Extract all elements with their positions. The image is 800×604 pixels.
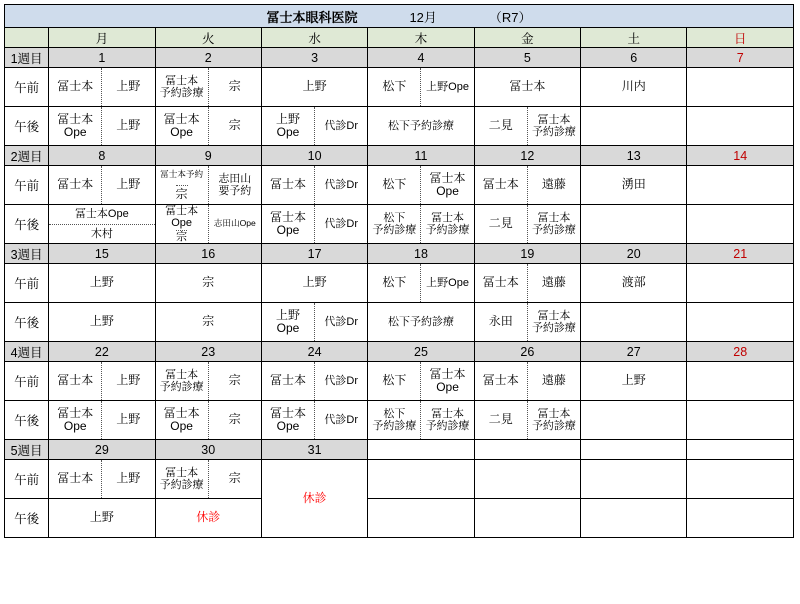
shift-cell: [581, 68, 687, 107]
closed-cell-wed: [261, 460, 367, 538]
date-cell: 24: [261, 342, 367, 362]
slot-label-am: 午前: [5, 460, 49, 499]
shift-cell: [261, 362, 367, 401]
shift-text: 上野: [275, 111, 300, 126]
slot-label-am: 午前: [5, 362, 49, 401]
shift-text: 上野: [101, 401, 154, 439]
date-cell: 1: [49, 48, 155, 68]
shift-cell: [368, 401, 474, 440]
shift-text: 上野: [101, 166, 154, 204]
shift-cell: [474, 68, 580, 107]
shift-text: 冨士本: [429, 170, 466, 185]
week3-date-row: [5, 244, 794, 264]
shift-text: 宗: [202, 275, 215, 290]
shift-cell-empty: [687, 68, 794, 107]
shift-text: 宗: [208, 107, 261, 145]
shift-cell: [49, 264, 155, 303]
shift-text: 冨士本: [165, 74, 199, 87]
date-cell-sunday: 14: [687, 146, 794, 166]
shift-cell: [155, 107, 261, 146]
shift-text: 冨士本: [269, 177, 306, 192]
shift-cell: [368, 107, 474, 146]
shift-text: 冨士本: [57, 405, 94, 420]
shift-text: 冨士本: [482, 177, 519, 192]
shift-cell-empty: [687, 264, 794, 303]
shift-cell: [474, 303, 580, 342]
shift-text: 松下: [382, 177, 407, 192]
shift-text: Ope: [170, 419, 193, 433]
shift-text: 予約診療: [425, 224, 470, 236]
shift-cell-empty: [581, 401, 687, 440]
shift-text: 上野: [89, 314, 114, 329]
shift-text: 代診Dr: [314, 166, 367, 204]
date-cell: 29: [49, 440, 155, 460]
shift-cell: [155, 460, 261, 499]
shift-text: 遠藤: [527, 362, 580, 400]
shift-cell-empty: [581, 205, 687, 244]
shift-text: 上野: [302, 275, 327, 290]
shift-text: 上野: [302, 79, 327, 94]
shift-cell: [261, 68, 367, 107]
weekday-sun: 日: [687, 28, 794, 48]
shift-cell-empty: [687, 460, 794, 499]
shift-cell: [49, 303, 155, 342]
shift-cell-empty: [368, 499, 474, 538]
shift-text: 冨士本: [269, 373, 306, 388]
title-cell: [5, 5, 794, 28]
shift-text: 冨士本: [537, 113, 571, 126]
date-cell: 18: [368, 244, 474, 264]
weekday-fri: 金: [474, 28, 580, 48]
slot-label-pm: 午後: [5, 401, 49, 440]
month-label: 12月: [409, 9, 437, 25]
date-cell: 27: [581, 342, 687, 362]
weekday-wed: 水: [261, 28, 367, 48]
shift-text: 上野: [101, 460, 154, 498]
shift-text: Ope: [436, 184, 459, 198]
shift-cell: [261, 107, 367, 146]
date-cell-sunday: 28: [687, 342, 794, 362]
shift-text: Ope: [63, 419, 87, 433]
date-cell: 6: [581, 48, 687, 68]
shift-cell-empty: [687, 499, 794, 538]
shift-text: 要予約: [218, 185, 252, 197]
shift-text: 遠藤: [527, 166, 580, 204]
shift-text: 冨士本: [509, 79, 546, 94]
week2-date-row: [5, 146, 794, 166]
shift-text: 予約診療: [159, 381, 204, 393]
shift-cell: [49, 401, 155, 440]
shift-text: 永田: [488, 314, 513, 329]
shift-cell: [155, 401, 261, 440]
shift-text: 松下: [383, 211, 406, 224]
shift-text: Ope: [276, 321, 300, 335]
shift-text: 予約診療: [372, 420, 417, 432]
closed-text: 休診: [302, 490, 327, 505]
week4-date-row: [5, 342, 794, 362]
shift-text: 冨士本: [482, 275, 519, 290]
date-cell: 12: [474, 146, 580, 166]
date-cell: 13: [581, 146, 687, 166]
shift-text: 宗: [208, 68, 261, 106]
shift-text: 冨士本: [269, 209, 306, 224]
shift-cell: [474, 401, 580, 440]
date-cell-empty: [368, 440, 474, 460]
shift-cell: [368, 303, 474, 342]
date-cell: 8: [49, 146, 155, 166]
shift-text: 冨士本: [537, 309, 571, 322]
shift-cell-empty: [687, 303, 794, 342]
shift-cell-empty: [687, 401, 794, 440]
date-cell: 11: [368, 146, 474, 166]
slot-label-pm: 午後: [5, 107, 49, 146]
shift-text: 冨士本: [165, 466, 199, 479]
era-label: （R7）: [488, 9, 532, 25]
shift-text: 上野: [101, 68, 154, 106]
shift-cell-empty: [687, 166, 794, 205]
shift-cell: [49, 166, 155, 205]
shift-text: 冨士本: [163, 405, 200, 420]
shift-cell: [49, 205, 155, 244]
week1-date-row: [5, 48, 794, 68]
shift-cell: [155, 205, 261, 244]
weekday-thu: 木: [368, 28, 474, 48]
shift-text: 冨士本Ope: [165, 205, 199, 230]
shift-cell: [474, 264, 580, 303]
shift-cell-empty: [581, 499, 687, 538]
shift-cell-empty: [581, 303, 687, 342]
date-cell: 2: [155, 48, 261, 68]
shift-text: 冨士本: [431, 211, 465, 224]
shift-cell: [474, 107, 580, 146]
date-cell-sunday: 21: [687, 244, 794, 264]
shift-cell: [261, 401, 367, 440]
date-cell-empty: [581, 440, 687, 460]
shift-cell: [155, 166, 261, 205]
week4-pm-row: [5, 401, 794, 440]
slot-label-pm: 午後: [5, 303, 49, 342]
shift-cell: [155, 264, 261, 303]
shift-text: 上野: [621, 373, 646, 388]
shift-text: Ope: [63, 125, 87, 139]
shift-cell: [261, 205, 367, 244]
closed-text: 休診: [196, 510, 221, 525]
shift-cell: [368, 362, 474, 401]
weekday-mon: 月: [49, 28, 155, 48]
shift-cell-empty: [474, 460, 580, 499]
shift-text: 志田山: [218, 172, 252, 185]
shift-text: 代診Dr: [314, 205, 367, 243]
date-cell: 19: [474, 244, 580, 264]
shift-cell-empty: [581, 460, 687, 499]
weekday-sat: 土: [581, 28, 687, 48]
shift-text: 松下予約診療: [387, 119, 454, 132]
shift-text: 宗: [176, 230, 188, 243]
shift-cell: [155, 68, 261, 107]
shift-text: 湧田: [621, 177, 646, 192]
shift-text: 遠藤: [527, 264, 580, 302]
shift-text: 松下: [382, 79, 407, 94]
shift-text: 松下予約診療: [387, 315, 454, 328]
shift-text: 予約診療: [425, 420, 470, 432]
shift-text: 上野: [101, 107, 154, 145]
shift-text: 松下: [383, 407, 406, 420]
shift-text: 予約診療: [531, 420, 576, 432]
shift-text: 上野Ope: [420, 264, 473, 302]
shift-text: 代診Dr: [314, 107, 367, 145]
weekday-tue: 火: [155, 28, 261, 48]
date-cell: 22: [49, 342, 155, 362]
week5-date-row: [5, 440, 794, 460]
shift-text: 冨士本: [431, 407, 465, 420]
shift-text: 松下: [382, 373, 407, 388]
shift-text: 宗: [208, 362, 261, 400]
shift-cell-empty: [687, 362, 794, 401]
shift-text: 上野Ope: [420, 68, 473, 106]
week3-label: 3週目: [5, 244, 49, 264]
date-cell: 30: [155, 440, 261, 460]
shift-text: 二見: [488, 118, 513, 133]
shift-cell: [155, 499, 261, 538]
shift-cell: [581, 362, 687, 401]
week3-am-row: [5, 264, 794, 303]
shift-text: 川内: [621, 79, 646, 94]
week5-pm-row: [5, 499, 794, 538]
shift-cell: [474, 205, 580, 244]
shift-cell: [368, 264, 474, 303]
shift-text: 予約診療: [159, 479, 204, 491]
weekday-header-row: [5, 28, 794, 48]
shift-text: 冨士本: [57, 373, 94, 388]
week5-label: 5週目: [5, 440, 49, 460]
shift-text: 冨士本: [165, 368, 199, 381]
slot-label-am: 午前: [5, 166, 49, 205]
shift-text: 志田山Ope: [208, 205, 261, 243]
shift-cell-empty: [687, 107, 794, 146]
week1-pm-row: [5, 107, 794, 146]
shift-cell: [155, 303, 261, 342]
shift-cell-empty: [368, 460, 474, 499]
shift-text: Ope: [170, 125, 193, 139]
slot-label-pm: 午後: [5, 499, 49, 538]
date-cell: 5: [474, 48, 580, 68]
shift-text: 冨士本: [57, 471, 94, 486]
shift-cell: [261, 303, 367, 342]
week4-am-row: [5, 362, 794, 401]
shift-text: 冨士本: [269, 405, 306, 420]
shift-text: 冨士本: [537, 407, 571, 420]
shift-text: 予約診療: [372, 224, 417, 236]
shift-text: 上野: [89, 275, 114, 290]
shift-text: 宗: [208, 401, 261, 439]
shift-cell: [474, 362, 580, 401]
title-row: [5, 5, 794, 28]
schedule-table: [4, 4, 794, 538]
shift-cell: [49, 362, 155, 401]
date-cell-empty: [474, 440, 580, 460]
date-cell: 17: [261, 244, 367, 264]
shift-text: 上野: [89, 510, 114, 525]
date-cell: 10: [261, 146, 367, 166]
date-cell: 15: [49, 244, 155, 264]
shift-text: 松下: [382, 275, 407, 290]
shift-text: 冨士本: [482, 373, 519, 388]
shift-cell: [261, 166, 367, 205]
shift-cell: [474, 166, 580, 205]
shift-cell: [368, 205, 474, 244]
shift-text: 上野: [101, 362, 154, 400]
shift-cell: [368, 68, 474, 107]
shift-text: 二見: [488, 216, 513, 231]
date-cell: 26: [474, 342, 580, 362]
shift-cell: [155, 362, 261, 401]
shift-text: 冨士本: [429, 366, 466, 381]
shift-text: 冨士本予約: [160, 169, 204, 180]
shift-cell: [368, 166, 474, 205]
date-cell-empty: [687, 440, 794, 460]
shift-text: 冨士本: [57, 177, 94, 192]
date-cell: 20: [581, 244, 687, 264]
shift-text: 予約診療: [531, 224, 576, 236]
shift-text: 冨士本: [163, 111, 200, 126]
shift-text: Ope: [276, 125, 300, 139]
shift-text: 予約診療: [159, 87, 204, 99]
shift-cell: [581, 264, 687, 303]
week1-am-row: [5, 68, 794, 107]
date-cell: 31: [261, 440, 367, 460]
shift-text: 二見: [488, 412, 513, 427]
shift-text: 冨士本: [537, 211, 571, 224]
date-cell: 4: [368, 48, 474, 68]
shift-text: 冨士本: [57, 79, 94, 94]
shift-cell: [581, 166, 687, 205]
slot-label-am: 午前: [5, 68, 49, 107]
week3-pm-row: [5, 303, 794, 342]
shift-cell: [49, 499, 155, 538]
shift-cell: [49, 460, 155, 499]
date-cell: 23: [155, 342, 261, 362]
shift-text: 宗: [208, 460, 261, 498]
shift-text: 冨士本Ope: [74, 208, 129, 221]
shift-cell-empty: [474, 499, 580, 538]
shift-text: 冨士本: [57, 111, 94, 126]
date-cell: 3: [261, 48, 367, 68]
shift-cell-empty: [581, 107, 687, 146]
shift-cell: [49, 68, 155, 107]
shift-text: 予約診療: [531, 322, 576, 334]
date-cell: 25: [368, 342, 474, 362]
shift-text: Ope: [436, 380, 459, 394]
shift-cell-empty: [687, 205, 794, 244]
shift-text: 渡部: [621, 275, 646, 290]
week5-am-row: [5, 460, 794, 499]
shift-text: 代診Dr: [314, 303, 367, 341]
shift-text: 代診Dr: [314, 362, 367, 400]
date-cell-sunday: 7: [687, 48, 794, 68]
slot-label-pm: 午後: [5, 205, 49, 244]
shift-cell: [261, 264, 367, 303]
shift-text: 代診Dr: [314, 401, 367, 439]
date-cell: 16: [155, 244, 261, 264]
shift-text: Ope: [276, 223, 300, 237]
date-cell: 9: [155, 146, 261, 166]
shift-cell: [49, 107, 155, 146]
weekday-corner: [5, 28, 49, 48]
shift-text: 上野: [275, 307, 300, 322]
week2-am-row: [5, 166, 794, 205]
clinic-name: 冨士本眼科医院: [266, 9, 358, 25]
week2-label: 2週目: [5, 146, 49, 166]
shift-text: 宗: [176, 185, 188, 205]
week4-label: 4週目: [5, 342, 49, 362]
shift-text: 宗: [202, 314, 215, 329]
shift-text: 予約診療: [531, 126, 576, 138]
shift-text: Ope: [276, 419, 300, 433]
week2-pm-row: [5, 205, 794, 244]
shift-text: 木村: [49, 224, 154, 244]
week1-label: 1週目: [5, 48, 49, 68]
slot-label-am: 午前: [5, 264, 49, 303]
